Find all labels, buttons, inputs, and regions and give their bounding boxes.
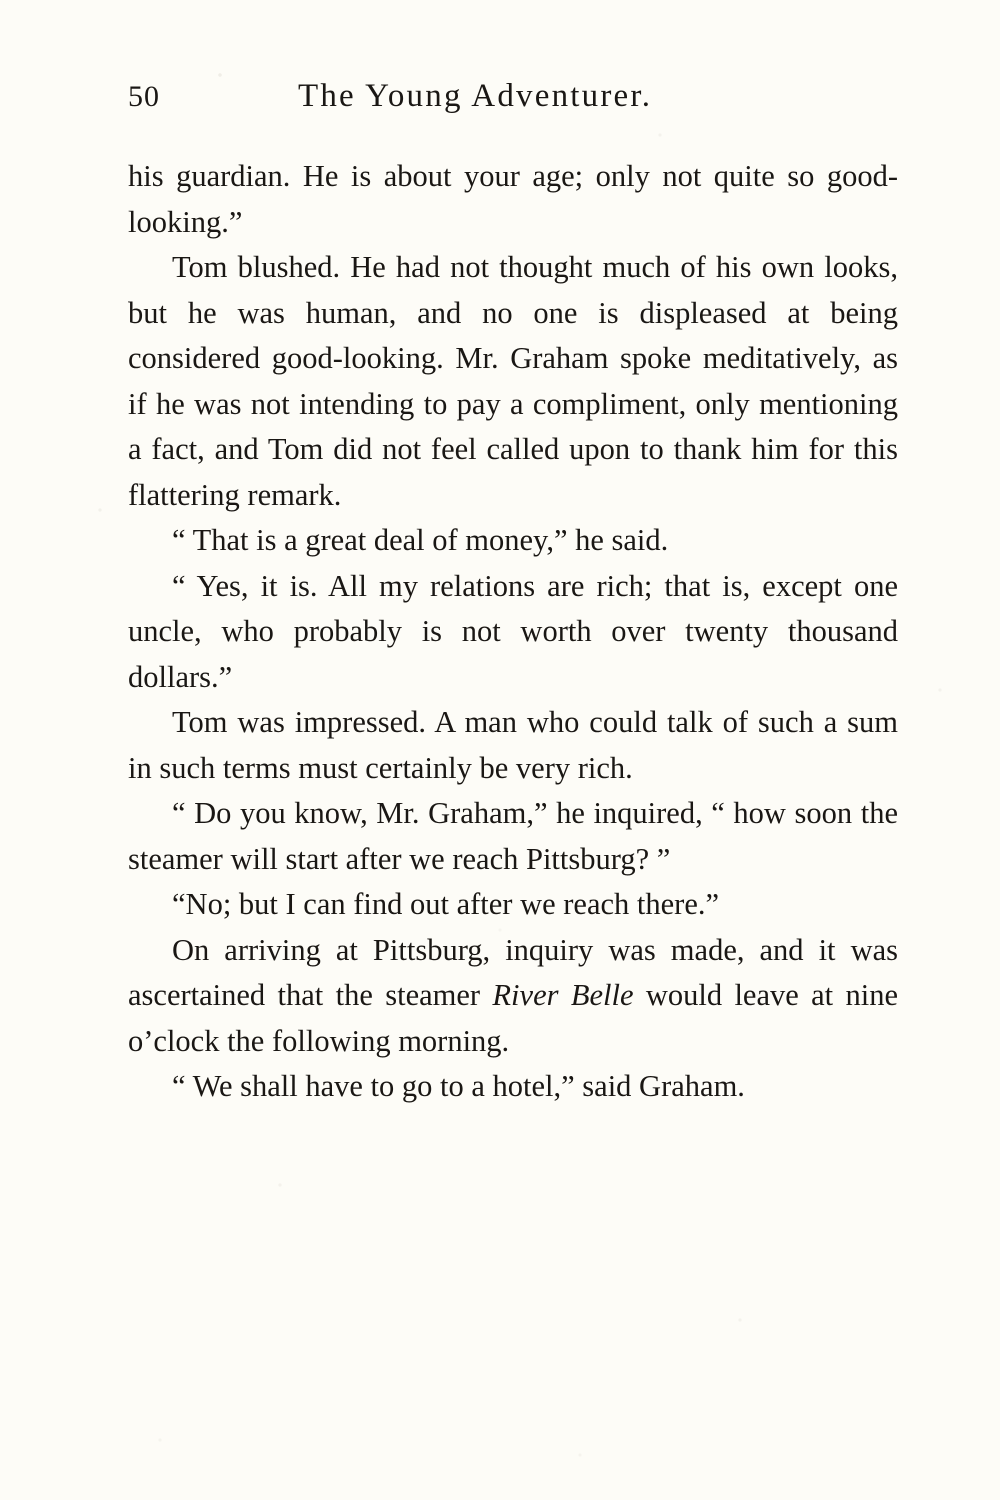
italic-title: River Belle	[492, 978, 634, 1012]
text-run: Tom was impressed. A man who could talk of such a sum in such terms must certainly be very rich.	[128, 705, 898, 785]
paragraph	[128, 1064, 898, 1110]
paragraph	[128, 518, 898, 564]
text-run: On arriving at Pittsburg, inquiry was made, and it was ascertained that the steamer	[128, 932, 898, 1012]
paragraph	[128, 700, 898, 791]
text-run: Tom blushed. He had not thought much of his own looks, but he was human, and no one is displeased at being considered good-looking. Mr. Graham spoke meditatively, as if he was not intending to pay a compliment, only mentioning a fact, and Tom did not feel called upon to thank him for this flattering remark.	[128, 250, 898, 512]
paragraph	[128, 154, 898, 245]
page-number: 50	[128, 80, 160, 113]
page-content	[128, 0, 898, 1110]
paragraph	[128, 245, 898, 518]
text-run: “No; but I can find out after we reach there.”	[172, 887, 720, 921]
text-run: would leave at nine o’clock the following morning.	[128, 978, 899, 1058]
paragraph	[128, 564, 898, 701]
text-run: “ Do you know, Mr. Graham,” he inquired, “ how soon the steamer will start after we reach Pittsburg? ”	[128, 796, 898, 876]
book-title: The Young Adventurer.	[298, 78, 653, 114]
running-head	[128, 78, 898, 126]
text-run: his guardian. He is about your age; only not quite so good-looking.”	[128, 159, 898, 239]
body-text	[128, 154, 898, 1110]
paragraph	[128, 791, 898, 882]
paragraph	[128, 882, 898, 928]
text-run: “ We shall have to go to a hotel,” said Graham.	[172, 1069, 745, 1103]
text-run: “ Yes, it is. All my relations are rich; that is, except one uncle, who probably is not worth over twenty thousand dollars.”	[128, 568, 898, 694]
paragraph	[128, 928, 898, 1065]
text-run: “ That is a great deal of money,” he said.	[172, 523, 669, 557]
